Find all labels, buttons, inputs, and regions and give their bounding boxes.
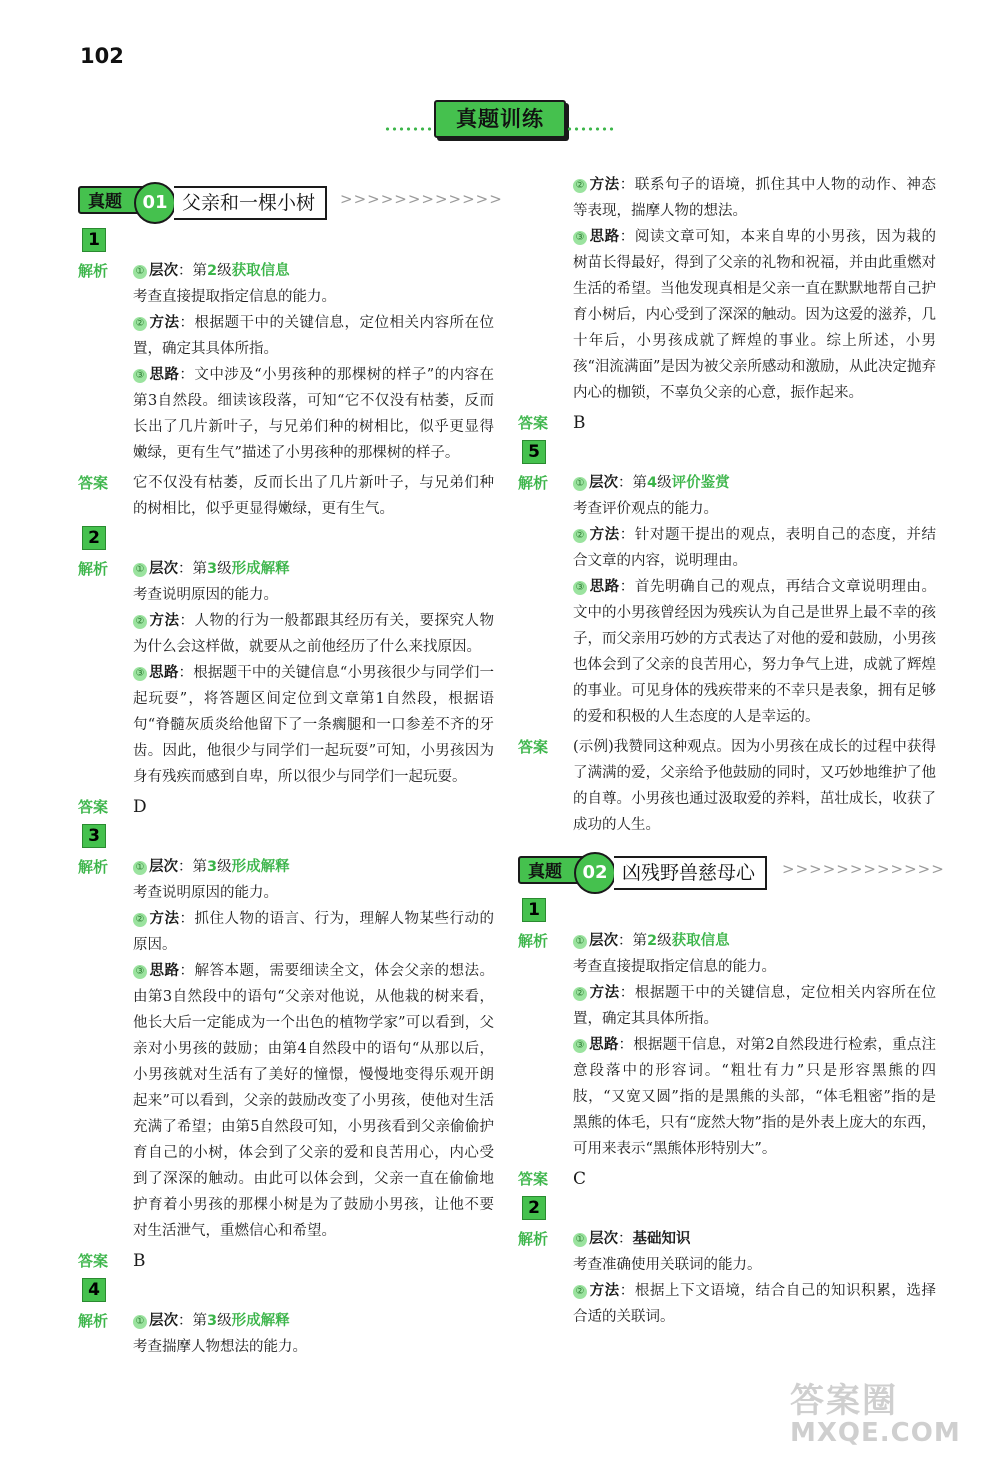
answer-text: B	[133, 1251, 146, 1271]
banner-title: 真题训练	[434, 100, 566, 138]
banner-dots-right	[566, 126, 616, 132]
answer-block	[78, 470, 494, 522]
analysis-block	[518, 1226, 936, 1330]
answer-text: C	[573, 1169, 587, 1189]
answer-text: (示例)我赞同这种观点。因为小男孩在成长的过程中获得了满满的爱，父亲给予他鼓励的同时，又巧妙地维护了他的自尊。小男孩也通过汲取爱的养料，茁壮成长，收获了成功的人生。	[573, 739, 936, 833]
method-line: ② 方法：人物的行为一般都跟其经历有关，要探究人物为什么会这样做，就要从之前他经历了什么来找原因。	[133, 613, 494, 655]
question-number: 3	[82, 824, 106, 848]
ability-line: 考查评价观点的能力。	[573, 501, 718, 517]
ability-line: 考查揣摩人物想法的能力。	[133, 1339, 307, 1355]
method-line: ② 方法：根据上下文语境，结合自己的知识积累，选择合适的关联词。	[573, 1283, 937, 1325]
answer-text: B	[573, 413, 586, 433]
section-title: 凶残野兽慈母心	[614, 856, 767, 890]
level-line: ① 层次：第3级形成解释	[133, 556, 494, 582]
banner-dots-left	[384, 126, 434, 132]
answer-block	[518, 1166, 936, 1192]
question-number: 5	[522, 440, 546, 464]
analysis-block-continued	[518, 172, 936, 406]
level-line: ① 层次：基础知识	[573, 1226, 936, 1252]
approach-line: ③ 思路：解答本题，需要细读全文，体会父亲的想法。由第3自然段中的语句“父亲对他说，从他栽的树来看，他长大后一定能成为一个出色的植物学家”可以看到，父亲对小男孩的鼓励；由第4自然段中的语句“从那以后，小男孩就对生活有了美好的憧憬，慢慢地变得乐观开朗起来”可以看到，父亲的鼓励改变了小男孩，使他对生活充满了希望；由第5自然段可知，小男孩看到父亲偷偷护育自己的小树，体会到了父亲的爱和良苦用心，内心受到了深深的触动。由此可以体会到，父亲一直在偷偷地护育着小男孩的那棵小树是为了鼓励小男孩，让他不要对生活泄气，重燃信心和希望。	[133, 963, 494, 1239]
analysis-label: 解析	[518, 932, 549, 950]
approach-line: ③ 思路：根据题干信息，对第2自然段进行检索，重点注意段落中的形容词。“粗壮有力”只是形容黑熊的四肢，“又宽又圆”指的是黑熊的头部，“体毛粗密”指的是黑熊的体毛，只有“庞然大物”指的是外表上庞大的东西，可用来表示“黑熊体形特别大”。	[573, 1037, 937, 1157]
analysis-block	[518, 928, 936, 1162]
ability-line: 考查直接提取指定信息的能力。	[573, 959, 776, 975]
analysis-label: 解析	[78, 262, 109, 280]
method-line: ② 方法：针对题干提出的观点，表明自己的态度，并结合文章的内容，说明理由。	[573, 527, 937, 569]
ability-line: 考查说明原因的能力。	[133, 587, 278, 603]
watermark-logo	[790, 1373, 970, 1447]
level-line: ① 层次：第4级评价鉴赏	[573, 470, 936, 496]
page-number: 102	[80, 44, 124, 68]
method-line: ② 方法：根据题干中的关键信息，定位相关内容所在位置，确定其具体所指。	[133, 315, 494, 357]
answer-label: 答案	[78, 798, 109, 816]
section-header-01	[78, 182, 503, 222]
question-number: 2	[522, 1196, 546, 1220]
level-line: ① 层次：第3级形成解释	[133, 1308, 494, 1334]
analysis-block	[78, 258, 494, 466]
approach-line: ③ 思路：首先明确自己的观点，再结合文章说明理由。文中的小男孩曾经因为残疾认为自己是世界上最不幸的孩子，而父亲用巧妙的方式表达了对他的爱和鼓励，小男孩也体会到了父亲的良苦用心，努力争气上进，成就了辉煌的事业。可见身体的残疾带来的不幸只是表象，拥有足够的爱和积极的人生态度的人是幸运的。	[573, 579, 937, 725]
ability-line: 考查直接提取指定信息的能力。	[133, 289, 336, 305]
analysis-block	[78, 556, 494, 790]
analysis-label: 解析	[78, 858, 109, 876]
analysis-label: 解析	[78, 1312, 109, 1330]
section-number: 02	[574, 852, 616, 894]
section-tag: 真题	[78, 186, 162, 214]
question-number: 4	[82, 1278, 106, 1302]
answer-block	[518, 410, 936, 436]
level-line: ① 层次：第3级形成解释	[133, 854, 494, 880]
left-column	[78, 182, 503, 1364]
ability-line: 考查说明原因的能力。	[133, 885, 278, 901]
method-line: ② 方法：根据题干中的关键信息，定位相关内容所在位置，确定其具体所指。	[573, 985, 937, 1027]
method-line: ② 方法：联系句子的语境，抓住其中人物的动作、神态等表现，揣摩人物的想法。	[573, 177, 937, 219]
chevron-divider: >>>>>>>>>>>>	[782, 860, 945, 878]
answer-label: 答案	[78, 1252, 109, 1270]
answer-block	[518, 734, 936, 838]
watermark-text: 答案圈	[790, 1381, 898, 1421]
question-number: 1	[82, 228, 106, 252]
analysis-block	[78, 1308, 494, 1360]
analysis-block	[78, 854, 494, 1244]
approach-line: ③ 思路：文中涉及“小男孩种的那棵树的样子”的内容在第3自然段。细读该段落，可知“它不仅没有枯萎，反而长出了几片新叶子，与兄弟们种的树相比，似乎更显得嫩绿，更有生气”描述了小男孩种的那棵树的样子。	[133, 367, 495, 461]
chevron-divider: >>>>>>>>>>>>	[340, 190, 503, 208]
section-header-02	[518, 852, 945, 892]
level-line: ① 层次：第2级获取信息	[133, 258, 494, 284]
level-line: ① 层次：第2级获取信息	[573, 928, 936, 954]
approach-line: ③ 思路：阅读文章可知，本来自卑的小男孩，因为栽的树苗长得最好，得到了父亲的礼物和祝福，并由此重燃对生活的希望。当他发现真相是父亲一直在默默地帮自己护育小树后，内心受到了深深的触动。因为这爱的滋养，几十年后，小男孩成就了辉煌的事业。综上所述，小男孩“泪流满面”是因为被父亲所感动和激励，从此决定抛弃内心的枷锁，不辜负父亲的心意，振作起来。	[573, 229, 937, 401]
watermark-url: MXQE.COM	[790, 1418, 961, 1448]
analysis-block	[518, 470, 936, 730]
ability-line: 考查准确使用关联词的能力。	[573, 1257, 762, 1273]
answer-block	[78, 794, 494, 820]
section-number: 01	[134, 182, 176, 224]
answer-label: 答案	[78, 474, 109, 492]
section-title: 父亲和一棵小树	[174, 186, 327, 220]
analysis-label: 解析	[518, 1230, 549, 1248]
approach-line: ③ 思路：根据题干中的关键信息“小男孩很少与同学们一起玩耍”，将答题区间定位到文章第1自然段，根据语句“脊髓灰质炎给他留下了一条瘸腿和一口参差不齐的牙齿。因此，他很少与同学们一起玩耍”可知，小男孩因为身有残疾而感到自卑，所以很少与同学们一起玩耍。	[133, 665, 494, 785]
analysis-label: 解析	[518, 474, 549, 492]
question-number: 2	[82, 526, 106, 550]
analysis-label: 解析	[78, 560, 109, 578]
section-tag: 真题	[518, 856, 602, 884]
right-column	[518, 172, 945, 1334]
question-number: 1	[522, 898, 546, 922]
answer-label: 答案	[518, 738, 549, 756]
method-line: ② 方法：抓住人物的语言、行为，理解人物某些行动的原因。	[133, 911, 494, 953]
answer-label: 答案	[518, 1170, 549, 1188]
answer-block	[78, 1248, 494, 1274]
answer-text: 它不仅没有枯萎，反而长出了几片新叶子，与兄弟们种的树相比，似乎更显得嫩绿，更有生气。	[133, 475, 494, 517]
section-banner	[384, 100, 616, 140]
answer-text: D	[133, 797, 147, 817]
answer-label: 答案	[518, 414, 549, 432]
